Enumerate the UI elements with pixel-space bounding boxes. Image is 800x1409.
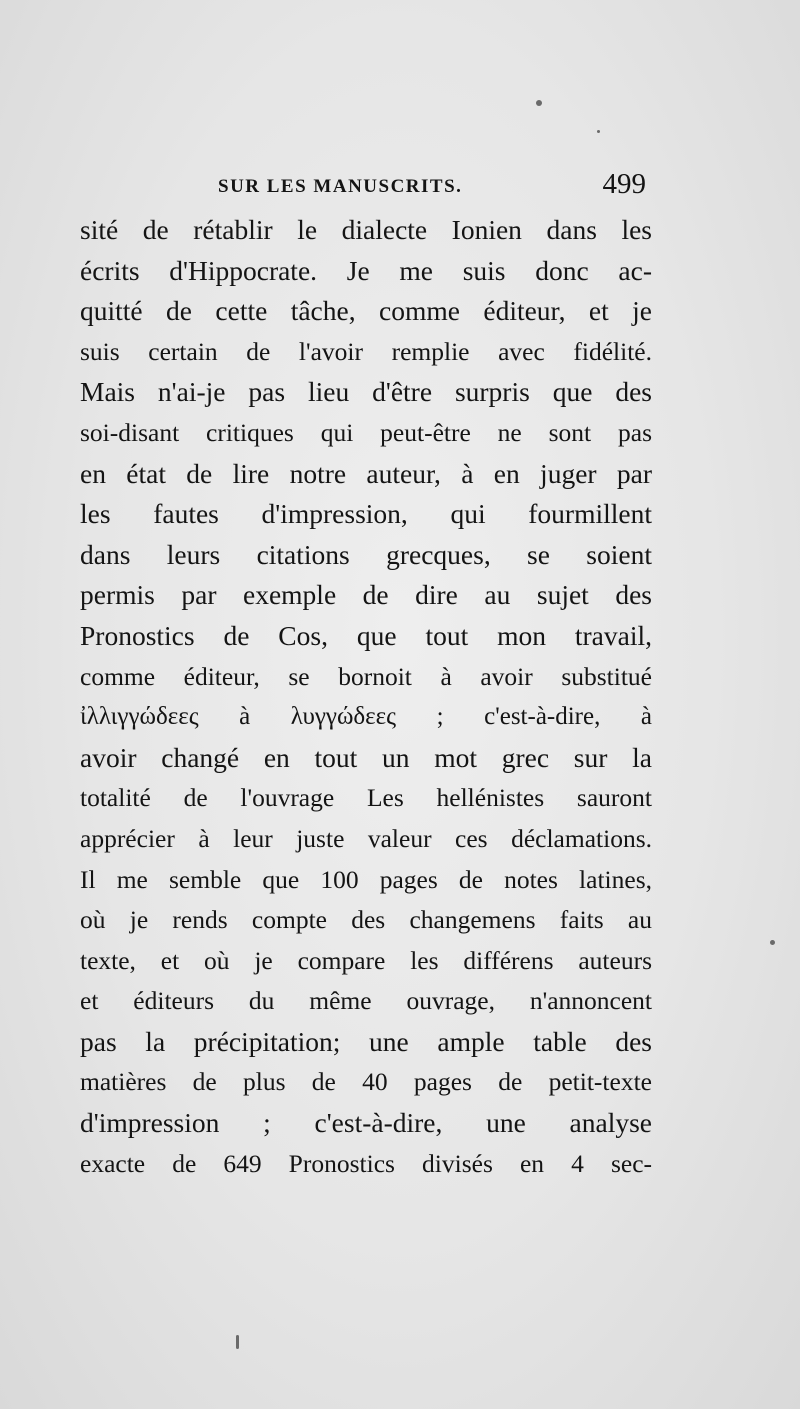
text-line: exacte de 649 Pronostics divisés en 4 sec- [80, 1148, 652, 1178]
text-line: dans leurs citations grecques, se soient [80, 538, 652, 570]
text-line: permis par exemple de dire au sujet des [80, 579, 652, 611]
text-line: et éditeurs du même ouvrage, n'annoncent [80, 986, 652, 1016]
text-line: en état de lire notre auteur, à en juger par [80, 457, 652, 489]
text-line: soi-disant critiques qui peut-être ne sont pas [80, 417, 652, 447]
ink-speck [236, 1335, 239, 1349]
text-line: d'impression ; c'est-à-dire, une analyse [80, 1107, 652, 1139]
text-line: Mais n'ai-je pas lieu d'être surpris que des [80, 376, 652, 408]
running-head: SUR LES MANUSCRITS. [218, 176, 463, 197]
body-text [80, 210, 652, 1184]
text-line: Il me semble que 100 pages de notes latines, [80, 864, 652, 894]
ink-speck [536, 100, 542, 106]
text-line: texte, et où je compare les différens auteurs [80, 945, 652, 975]
text-line: comme éditeur, se bornoit à avoir substitué [80, 661, 652, 691]
text-line: écrits d'Hippocrate. Je me suis donc ac- [80, 254, 652, 286]
ink-speck [770, 940, 775, 945]
text-line: suis certain de l'avoir remplie avec fidélité. [80, 336, 652, 366]
text-line: Pronostics de Cos, que tout mon travail, [80, 619, 652, 651]
text-line: sité de rétablir le dialecte Ionien dans les [80, 214, 652, 245]
text-line: où je rends compte des changemens faits au [80, 905, 652, 935]
ink-speck [597, 130, 600, 133]
text-line: les fautes d'impression, qui fourmillent [80, 498, 652, 530]
text-line: matières de plus de 40 pages de petit-texte [80, 1067, 652, 1097]
page-header [80, 168, 652, 208]
text-line: ἰλλιγγώδεες à λυγγώδεες ; c'est-à-dire, à [80, 703, 652, 731]
page-number: 499 [602, 168, 646, 200]
text-line: pas la précipitation; une ample table des [80, 1025, 652, 1057]
text-line: avoir changé en tout un mot grec sur la [80, 741, 652, 773]
text-line: quitté de cette tâche, comme éditeur, et je [80, 295, 652, 327]
text-line: apprécier à leur juste valeur ces déclamations. [80, 823, 652, 853]
text-line: totalité de l'ouvrage Les hellénistes sauront [80, 783, 652, 813]
